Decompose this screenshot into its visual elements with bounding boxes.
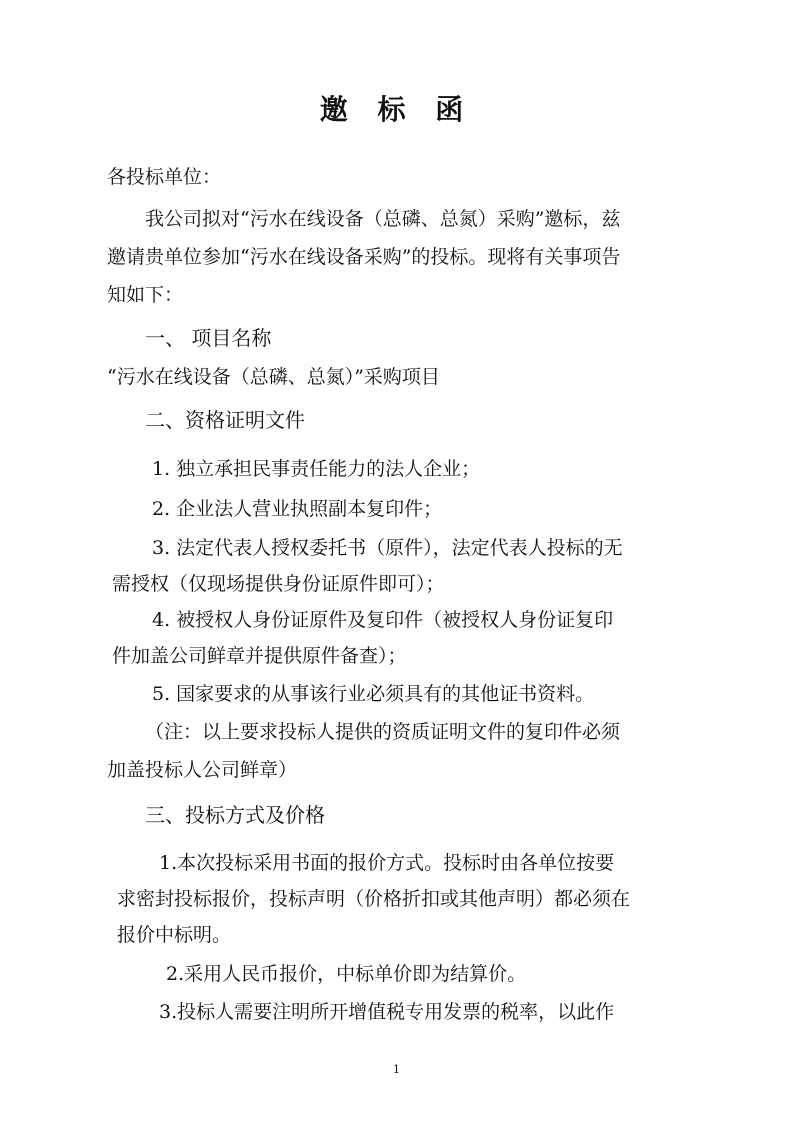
page-number: 1 [393,1063,400,1076]
list-item: 3. 法定代表人授权委托书（原件），法定代表人投标的无 [152,537,623,559]
intro-line: 我公司拟对“污水在线设备（总磷、总氮）采购”邀标，兹 [145,208,621,230]
section-body: “污水在线设备（总磷、总氮）”采购项目 [107,366,440,388]
list-item: 1.本次投标采用书面的报价方式。投标时由各单位按要 [159,852,615,874]
section-heading: 一、 项目名称 [145,326,272,350]
intro-line: 知如下： [107,284,184,306]
section-heading: 三、投标方式及价格 [145,803,325,827]
list-item: 3.投标人需要注明所开增值税专用发票的税率，以此作 [159,1001,615,1023]
salutation: 各投标单位： [107,166,222,188]
list-item: 报价中标明。 [117,924,232,946]
intro-line: 邀请贵单位参加“污水在线设备采购”的投标。现将有关事项告 [107,246,621,268]
list-item: 4. 被授权人身份证原件及复印件（被授权人身份证复印 [152,609,614,631]
section-heading: 二、资格证明文件 [145,408,305,432]
note-line: （注：以上要求投标人提供的资质证明文件的复印件必须 [145,721,621,743]
list-item: 2. 企业法人营业执照副本复印件； [152,498,443,520]
list-item: 2.采用人民币报价，中标单价即为结算价。 [166,963,527,985]
list-item: 需授权（仅现场提供身份证原件即可）； [112,573,445,595]
list-item: 5. 国家要求的从事该行业必须具有的其他证书资料。 [152,683,595,705]
note-line: 加盖投标人公司鲜章） [107,759,298,781]
list-item: 求密封投标报价，投标声明（价格折扣或其他声明）都必须在 [117,888,631,910]
document-title: 邀 标 函 [319,93,474,126]
list-item: 件加盖公司鲜章并提供原件备查）； [112,645,407,667]
list-item: 1. 独立承担民事责任能力的法人企业； [152,458,481,480]
